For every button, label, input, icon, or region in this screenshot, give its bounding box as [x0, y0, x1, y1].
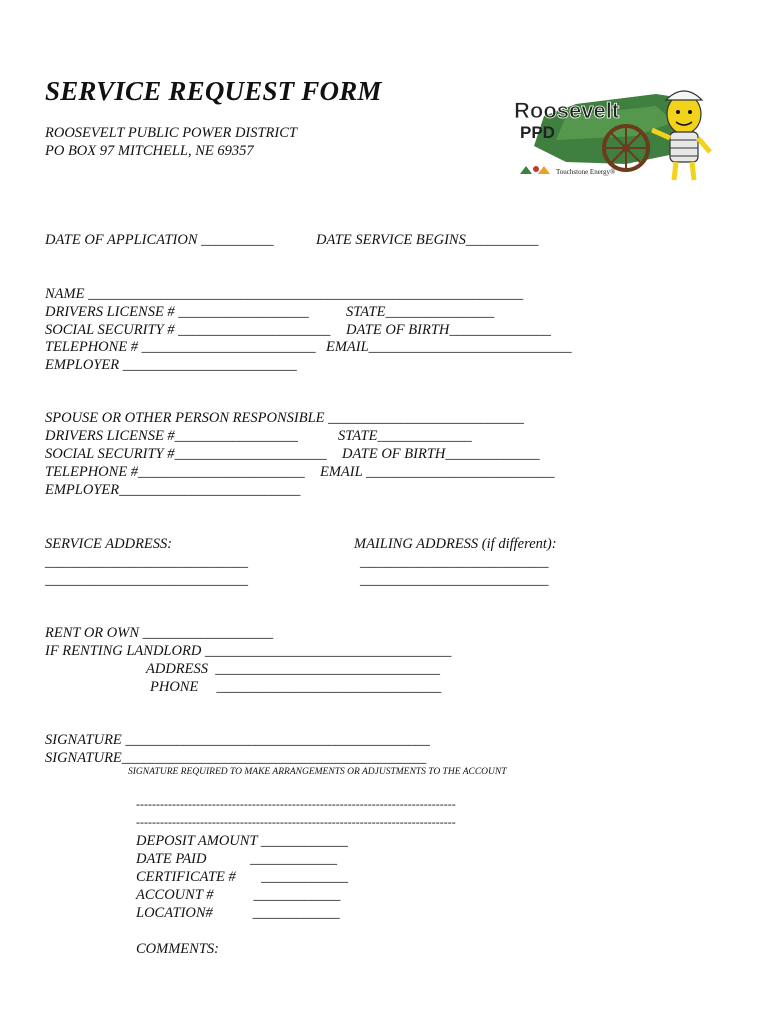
- email-field[interactable]: EMAIL____________________________: [326, 339, 572, 355]
- service-address-line-1[interactable]: ____________________________: [45, 554, 248, 570]
- spouse-social-security-field[interactable]: SOCIAL SECURITY #_____________________: [45, 446, 327, 462]
- spouse-email-field[interactable]: EMAIL __________________________: [320, 464, 555, 480]
- signature-field-2[interactable]: SIGNATURE__________________________________________: [45, 750, 427, 766]
- org-address: PO BOX 97 MITCHELL, NE 69357: [45, 143, 254, 159]
- landlord-field[interactable]: IF RENTING LANDLORD __________________________________: [45, 643, 452, 659]
- logo-tagline: Touchstone Energy®: [556, 168, 616, 176]
- service-address-label: SERVICE ADDRESS:: [45, 536, 173, 552]
- date-of-application-field[interactable]: DATE OF APPLICATION __________: [45, 232, 274, 248]
- comments-label: COMMENTS:: [136, 941, 219, 957]
- social-security-field[interactable]: SOCIAL SECURITY # _____________________: [45, 322, 331, 338]
- logo-name-line2: PPD: [520, 123, 555, 142]
- landlord-address-field[interactable]: ADDRESS _______________________________: [146, 661, 441, 677]
- wagon-wheel-icon: [604, 126, 648, 170]
- date-of-birth-field[interactable]: DATE OF BIRTH______________: [346, 322, 551, 338]
- date-service-begins-field[interactable]: DATE SERVICE BEGINS__________: [316, 232, 539, 248]
- landlord-phone-field[interactable]: PHONE _______________________________: [150, 679, 442, 695]
- touchstone-energy-icon: [520, 166, 550, 174]
- deposit-amount-field[interactable]: DEPOSIT AMOUNT ____________: [136, 833, 348, 849]
- account-field[interactable]: ACCOUNT # ____________: [136, 887, 341, 903]
- mailing-address-label: MAILING ADDRESS (if different):: [354, 536, 557, 552]
- spouse-employer-field[interactable]: EMPLOYER_________________________: [45, 482, 301, 498]
- drivers-license-field[interactable]: DRIVERS LICENSE # __________________: [45, 304, 309, 320]
- signature-note: SIGNATURE REQUIRED TO MAKE ARRANGEMENTS OR ADJUSTMENTS TO THE ACCOUNT: [128, 767, 507, 777]
- roosevelt-ppd-logo: [506, 76, 718, 188]
- name-field[interactable]: NAME ____________________________________________________________: [45, 286, 524, 302]
- divider-2: --------------------------------------------------------------------------------: [136, 815, 456, 829]
- state-field[interactable]: STATE_______________: [346, 304, 495, 320]
- divider-1: --------------------------------------------------------------------------------: [136, 797, 456, 811]
- spouse-date-of-birth-field[interactable]: DATE OF BIRTH_____________: [342, 446, 540, 462]
- rent-or-own-field[interactable]: RENT OR OWN __________________: [45, 625, 274, 641]
- spouse-state-field[interactable]: STATE_____________: [338, 428, 472, 444]
- spouse-drivers-license-field[interactable]: DRIVERS LICENSE #_________________: [45, 428, 298, 444]
- spouse-name-field[interactable]: SPOUSE OR OTHER PERSON RESPONSIBLE ___________________________: [45, 410, 524, 426]
- org-name: ROOSEVELT PUBLIC POWER DISTRICT: [45, 125, 297, 141]
- telephone-field[interactable]: TELEPHONE # ________________________: [45, 339, 316, 355]
- date-paid-field[interactable]: DATE PAID ____________: [136, 851, 337, 867]
- logo-name-line1: Roosevelt: [514, 98, 620, 123]
- employer-field[interactable]: EMPLOYER ________________________: [45, 357, 297, 373]
- signature-field-1[interactable]: SIGNATURE __________________________________________: [45, 732, 430, 748]
- location-field[interactable]: LOCATION# ____________: [136, 905, 340, 921]
- mailing-address-line-2[interactable]: __________________________: [360, 572, 549, 588]
- certificate-field[interactable]: CERTIFICATE # ____________: [136, 869, 349, 885]
- page-title: SERVICE REQUEST FORM: [45, 76, 382, 106]
- service-address-line-2[interactable]: ____________________________: [45, 572, 248, 588]
- spouse-telephone-field[interactable]: TELEPHONE #_______________________: [45, 464, 305, 480]
- mailing-address-line-1[interactable]: __________________________: [360, 554, 549, 570]
